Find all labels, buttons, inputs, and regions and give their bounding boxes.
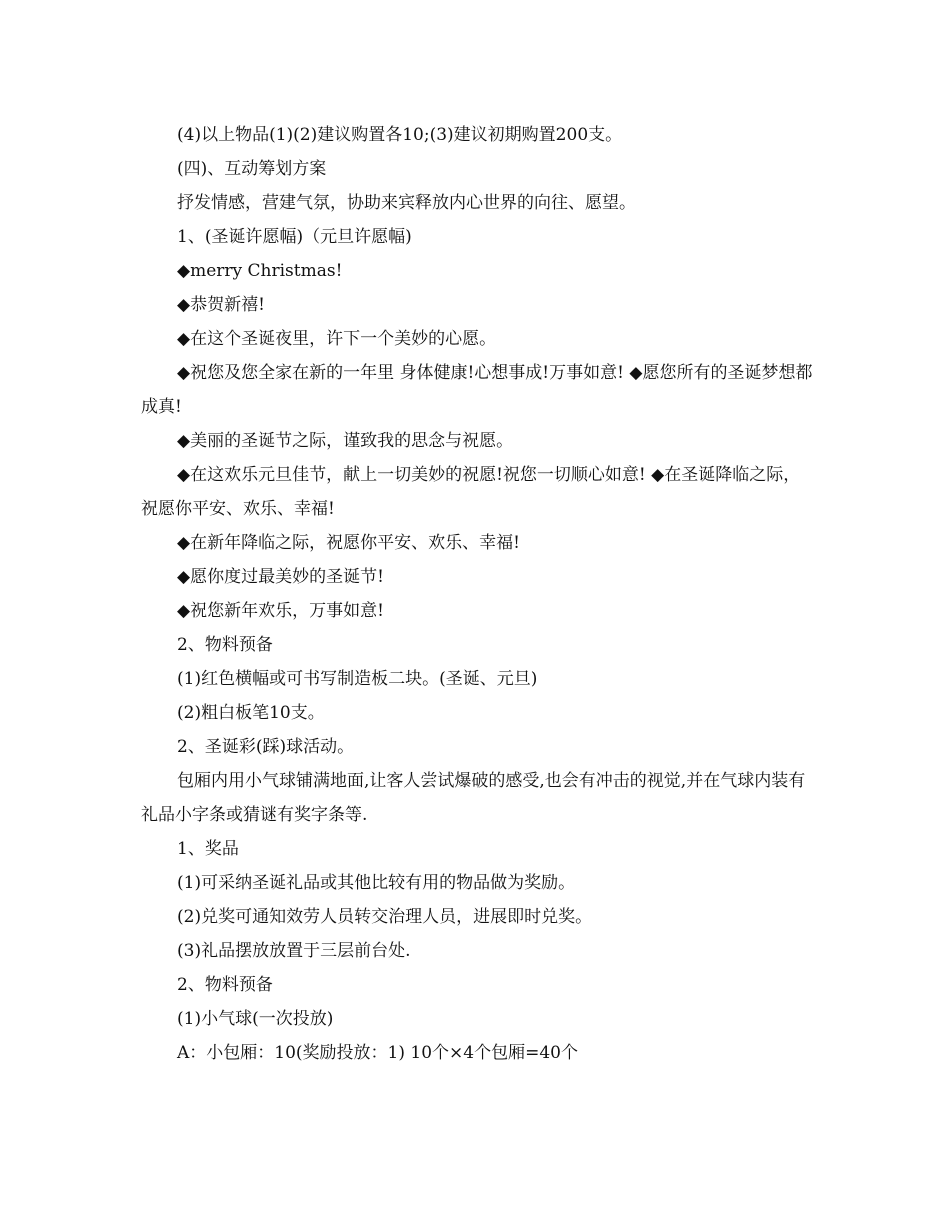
materials-item: A：小包厢：10(奖励投放：1) 10个×4个包厢=40个 [177,1043,578,1063]
subheading-wish-banner: 1、(圣诞许愿幅)（元旦许愿幅) [177,227,412,247]
materials-item: (1)红色横幅或可书写制造板二块。(圣诞、元旦) [177,669,538,689]
wish-item: ◆祝您新年欢乐，万事如意! [177,601,384,621]
wish-item: ◆在这个圣诞夜里，许下一个美妙的心愿。 [177,329,497,349]
subheading-balloon-activity: 2、圣诞彩(踩)球活动。 [177,737,355,757]
prize-item: (3)礼品摆放放置于三层前台处. [177,941,411,961]
wish-item: ◆祝您及您全家在新的一年里 身体健康!心想事成!万事如意! ◆愿您所有的圣诞梦想都成真! [141,363,813,417]
materials-item: (1)小气球(一次投放) [177,1009,334,1029]
section-heading-interaction-plan: (四)、互动筹划方案 [177,159,327,179]
prize-item: (1)可采纳圣诞礼品或其他比较有用的物品做为奖励。 [177,873,576,893]
wish-item: ◆merry Christmas! [177,261,343,281]
paragraph-1: (4)以上物品(1)(2)建议购置各10;(3)建议初期购置200支。 [177,125,623,145]
subheading-materials-2: 2、物料预备 [177,975,273,995]
document-body [141,118,813,1070]
wish-item: ◆美丽的圣诞节之际，谨致我的思念与祝愿。 [177,431,514,451]
prize-item: (2)兑奖可通知效劳人员转交治理人员，进展即时兑奖。 [177,907,593,927]
paragraph-balloon-description: 包厢内用小气球铺满地面,让客人尝试爆破的感受,也会有冲击的视觉,并在气球内装有礼品小字条或猜谜有奖字条等. [141,771,806,825]
materials-item: (2)粗白板笔10支。 [177,703,325,723]
subheading-materials: 2、物料预备 [177,635,273,655]
subheading-prizes: 1、奖品 [177,839,239,859]
wish-item: ◆恭贺新禧! [177,295,265,315]
wish-item: ◆愿你度过最美妙的圣诞节! [177,567,384,587]
wish-item: ◆在这欢乐元旦佳节，献上一切美妙的祝愿!祝您一切顺心如意! ◆在圣诞降临之际，祝愿你平安、欢乐、幸福! [141,465,801,519]
wish-item: ◆在新年降临之际，祝愿你平安、欢乐、幸福! [177,533,520,553]
paragraph-intro: 抒发情感，营建气氛，协助来宾释放内心世界的向往、愿望。 [177,193,636,213]
